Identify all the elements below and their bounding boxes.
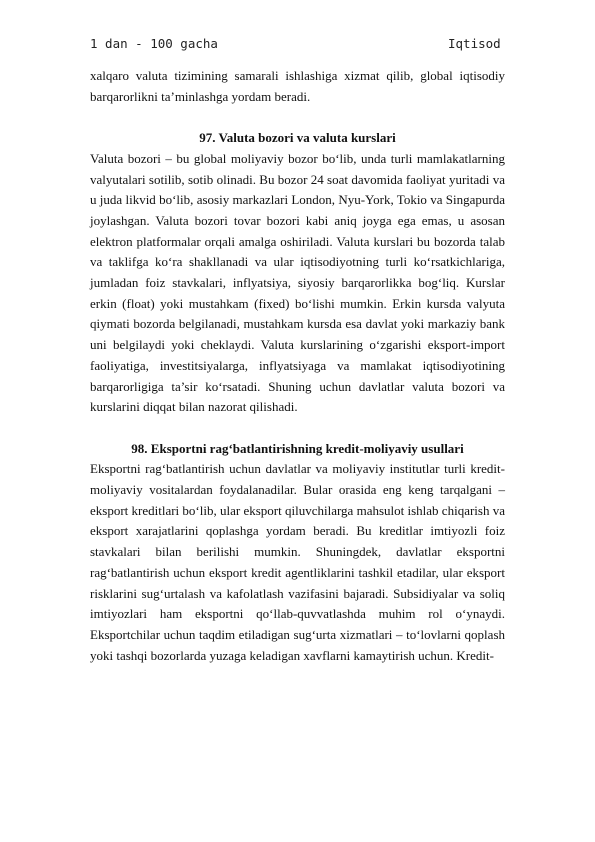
paragraph-intro: xalqaro valuta tizimining samarali ishlashiga xizmat qilib, global iqtisodiy barqarorlikni ta’minlashga yordam beradi. — [90, 68, 505, 104]
page-header — [90, 36, 510, 56]
section-97-body: Valuta bozori – bu global moliyaviy bozor bo‘lib, unda turli mamlakatlarning valyutalari sotilib, sotib olinadi. Bu bozor 24 soat davomida faoliyat yuritadi va u juda likvid bo‘lib, asosiy markazlari London, Nyu-York, Tokio va Singapurda joylashgan. Valuta bozori tovar bozori kabi aniq joyga ega emas, u asosan elektron platformalar orqali amalga oshiriladi. Valuta kurslari bu bozorda talab va taklifga ko‘ra shakllanadi va ular iqtisodiyotning turli ko‘rsatkichlariga, jumladan foiz stavkalari, inflyatsiya, siyosiy barqarorlikka bog‘liq. Kurslar erkin (float) yoki mustahkam (fixed) bo‘lishi mumkin. Erkin kursda valyuta qiymati bozorda belgilanadi, mustahkam kursda esa davlat yoki markaziy bank uni belgilaydi yoki cheklaydi. Valuta kurslarining o‘zgarishi eksport-import faoliyatiga, investitsiyalarga, inflyatsiyaga va mamlakat iqtisodiyotining barqarorligiga ta’sir ko‘rsatadi. Shuning uchun davlatlar valuta bozori va kurslarini diqqat bilan nazorat qilishadi. — [90, 150, 505, 415]
section-98-title: 98. Eksportni rag‘batlantirishning kredit-moliyaviy usullari — [131, 440, 464, 456]
spacer — [90, 107, 505, 128]
document-body — [90, 66, 505, 666]
header-range: 1 dan - 100 gacha — [90, 36, 218, 51]
header-subject: Iqtisod — [448, 36, 501, 51]
section-97-title: 97. Valuta bozori va valuta kurslari — [199, 130, 396, 146]
spacer — [90, 418, 505, 439]
section-98-body: Eksportni rag‘batlantirish uchun davlatlar va moliyaviy institutlar turli kredit-moliyaviy vositalardan foydalanadilar. Bular orasida eng keng tarqalgani – eksport kreditlari bo‘lib, ular eksport qiluvchilarga mahsulot ishlab chiqarish va eksport xarajatlarini qoplashga yordam beradi. Bu kreditlar imtiyozli foiz stavkalari bilan berilishi mumkin. Shuningdek, davlatlar eksportni rag‘batlantirish uchun eksport kredit agentliklarini tashkil etadilar, ular eksport risklarini sug‘urtalash va kafolatlash vazifasini bajaradi. Subsidiyalar va soliq imtiyozlari ham eksportni qo‘llab-quvvatlashda muhim rol o‘ynaydi. Eksportchilar uchun taqdim etiladigan sug‘urta xizmatlari – to‘lovlarni qoplash yoki tashqi bozorlarda yuzaga keladigan xavflarni kamaytirish uchun. Kredit- — [90, 461, 505, 663]
